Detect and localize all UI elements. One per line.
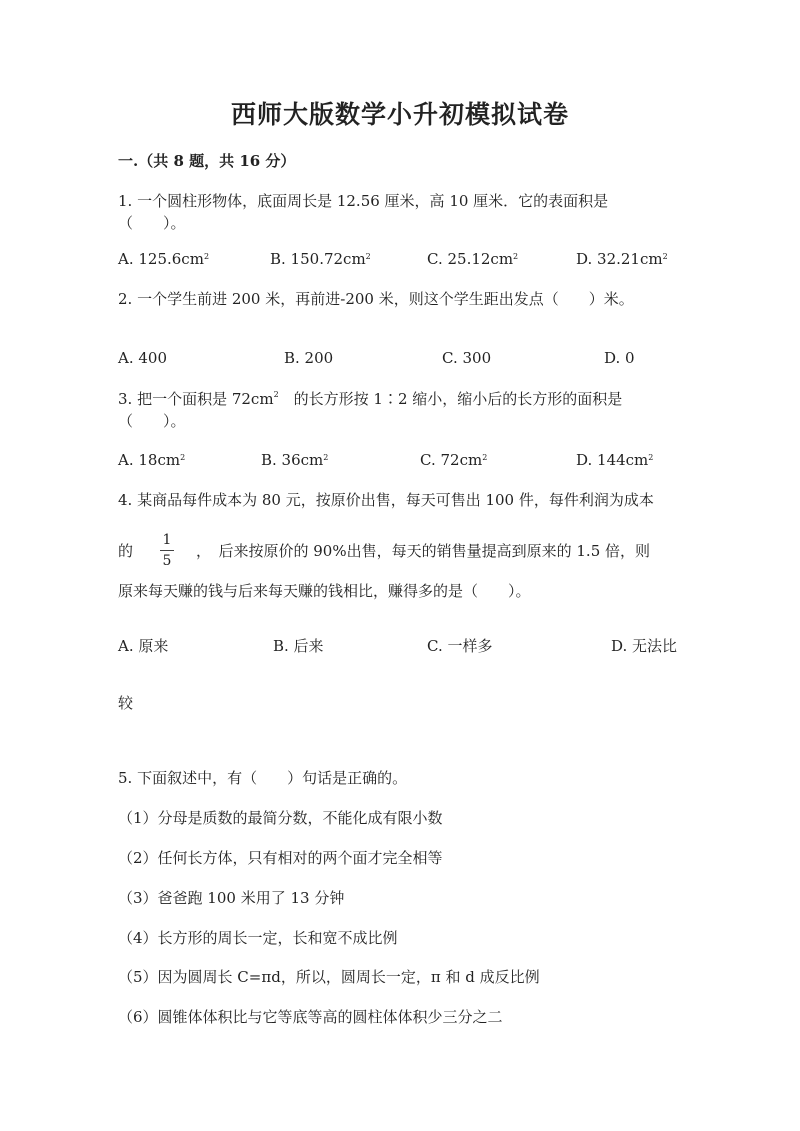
q4-option-d: D. 无法比 <box>611 637 678 655</box>
q2-option-a: A. 400 <box>118 349 167 367</box>
q1-option-b: B. $150.72cm^2$ <box>270 250 371 268</box>
q2-option-d: D. 0 <box>604 349 635 367</box>
q1-stem-line2: （ ）。 <box>118 214 186 232</box>
q4-fraction-bar <box>160 550 174 551</box>
q4-fraction <box>160 530 174 569</box>
q1-option-a: A. $125.6cm^2$ <box>118 250 210 268</box>
q3-option-d: D. $144cm^2$ <box>576 451 654 469</box>
q1-option-d: D. $32.21cm^2$ <box>576 250 668 268</box>
q3-option-c: C. $72cm^2$ <box>420 451 488 469</box>
q4-stem-line2-end: ， 后来按原价的 90%出售，每天的销售量提高到原来的 1.5 倍，则 <box>196 542 651 560</box>
q5-item: （2）任何长方体，只有相对的两个面才完全相等 <box>118 849 443 867</box>
q4-option-c: C. 一样多 <box>427 637 493 655</box>
q5-item: （5）因为圆周长 C=πd，所以，圆周长一定，π 和 d 成反比例 <box>118 968 540 986</box>
q4-fraction-denominator: 5 <box>162 553 172 569</box>
q5-item: （3）爸爸跑 100 米用了 13 分钟 <box>118 889 345 907</box>
q5-item: （1）分母是质数的最简分数，不能化成有限小数 <box>118 809 443 827</box>
q4-stem-line1: 4. 某商品每件成本为 80 元，按原价出售，每天可售出 100 件，每件利润为成本 <box>118 491 654 509</box>
q5-item: （4）长方形的周长一定，长和宽不成比例 <box>118 929 398 947</box>
q4-option-d-wrap: 较 <box>118 694 134 712</box>
q4-stem-line3: 原来每天赚的钱与后来每天赚的钱相比，赚得多的是（ ）。 <box>118 582 531 600</box>
section-heading: 一.（共 8 题，共 16 分） <box>118 152 296 170</box>
q5-stem: 5. 下面叙述中，有（ ）句话是正确的。 <box>118 769 408 787</box>
q4-stem-line2-start: 的 <box>118 542 134 560</box>
q4-option-b: B. 后来 <box>273 637 324 655</box>
q4-option-a: A. 原来 <box>118 637 169 655</box>
q4-fraction-numerator: 1 <box>162 532 172 548</box>
q3-option-b: B. $36cm^2$ <box>261 451 329 469</box>
q1-stem-line1: 1. 一个圆柱形物体，底面周长是 12.56 厘米，高 10 厘米．它的表面积是 <box>118 192 609 210</box>
q2-stem: 2. 一个学生前进 200 米，再前进-200 米，则这个学生距出发点（ ）米。 <box>118 290 634 308</box>
q2-option-c: C. 300 <box>442 349 492 367</box>
page-title: 西师大版数学小升初模拟试卷 <box>230 100 569 129</box>
q1-option-c: C. $25.12cm^2$ <box>427 250 519 268</box>
q3-option-a: A. $18cm^2$ <box>118 451 186 469</box>
q3-stem-line2: （ ）。 <box>118 412 186 430</box>
q3-stem-line1: 3. 把一个面积是 $72cm^2$ 的长方形按 1∶2 缩小，缩小后的长方形的面积是 <box>118 390 623 408</box>
q2-option-b: B. 200 <box>284 349 334 367</box>
q5-item: （6）圆锥体体积比与它等底等高的圆柱体体积少三分之二 <box>118 1008 503 1026</box>
